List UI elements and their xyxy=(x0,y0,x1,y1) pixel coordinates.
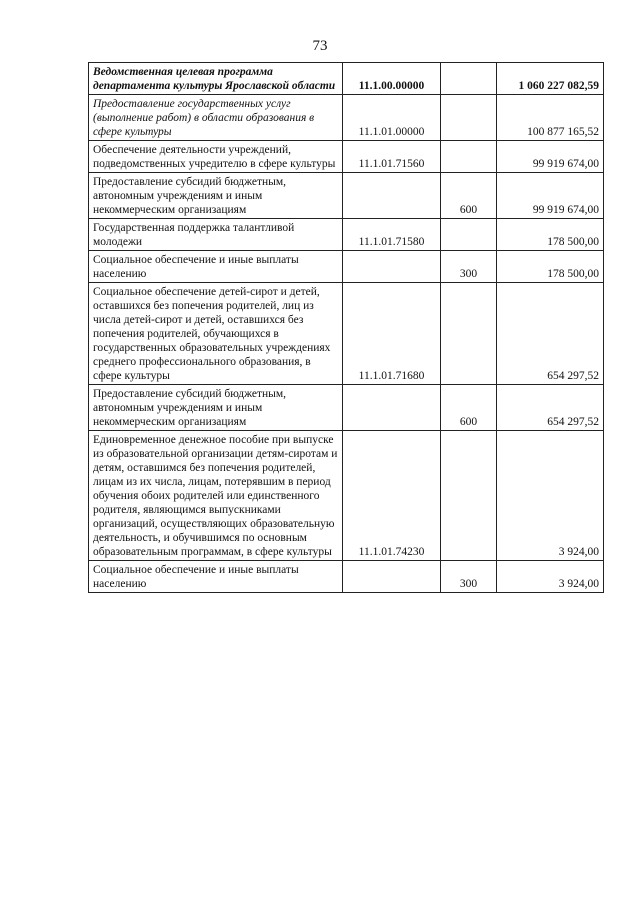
row-name-cell: Государственная поддержка талантливой молодежи xyxy=(89,219,343,251)
row-type-cell: 300 xyxy=(441,251,497,283)
row-amount-cell: 99 919 674,00 xyxy=(497,141,604,173)
budget-table-body xyxy=(89,63,604,593)
table-row xyxy=(89,251,604,283)
row-amount-cell: 99 919 674,00 xyxy=(497,173,604,219)
row-code-cell: 11.1.01.00000 xyxy=(343,95,441,141)
row-name-cell: Социальное обеспечение детей-сирот и детей, оставшихся без попечения родителей, лиц из числа детей-сирот и детей, оставшихся без попечения родителей, обучающихся в государственных образовательных учреждениях среднего профессионального образования, в сфере культуры xyxy=(89,283,343,385)
table-row xyxy=(89,173,604,219)
row-code-cell: 11.1.01.71560 xyxy=(343,141,441,173)
row-name-cell: Социальное обеспечение и иные выплаты населению xyxy=(89,251,343,283)
row-code-cell: 11.1.01.71680 xyxy=(343,283,441,385)
row-amount-cell: 654 297,52 xyxy=(497,385,604,431)
row-amount-cell: 1 060 227 082,59 xyxy=(497,63,604,95)
row-amount-cell: 3 924,00 xyxy=(497,431,604,561)
row-type-cell xyxy=(441,283,497,385)
row-name-cell: Единовременное денежное пособие при выпуске из образовательной организации детям-сиротам и детям, оставшимся без попечения родителей, лицам из их числа, лицам, потерявшим в период обучения обоих родителей или единственного родителя, являющимся выпускниками организаций, осуществляющих образовательную деятельность, и обучившимся по основным образовательным программам, в сфере культуры xyxy=(89,431,343,561)
row-type-cell: 600 xyxy=(441,173,497,219)
row-amount-cell: 178 500,00 xyxy=(497,251,604,283)
row-name-cell: Предоставление государственных услуг (выполнение работ) в области образования в сфере культуры xyxy=(89,95,343,141)
row-amount-cell: 178 500,00 xyxy=(497,219,604,251)
table-row xyxy=(89,63,604,95)
budget-table xyxy=(88,62,604,593)
row-amount-cell: 654 297,52 xyxy=(497,283,604,385)
table-row xyxy=(89,95,604,141)
table-row xyxy=(89,141,604,173)
row-code-cell xyxy=(343,173,441,219)
table-row xyxy=(89,385,604,431)
table-row xyxy=(89,431,604,561)
row-name-cell: Социальное обеспечение и иные выплаты населению xyxy=(89,561,343,593)
row-type-cell xyxy=(441,95,497,141)
row-type-cell: 300 xyxy=(441,561,497,593)
page-number: 73 xyxy=(312,38,328,54)
row-code-cell: 11.1.00.00000 xyxy=(343,63,441,95)
row-amount-cell: 3 924,00 xyxy=(497,561,604,593)
row-code-cell xyxy=(343,561,441,593)
row-name-cell: Обеспечение деятельности учреждений, подведомственных учредителю в сфере культуры xyxy=(89,141,343,173)
row-code-cell: 11.1.01.74230 xyxy=(343,431,441,561)
row-amount-cell: 100 877 165,52 xyxy=(497,95,604,141)
row-name-cell: Предоставление субсидий бюджетным, автономным учреждениям и иным некоммерческим организациям xyxy=(89,385,343,431)
row-type-cell xyxy=(441,63,497,95)
row-code-cell xyxy=(343,251,441,283)
table-row xyxy=(89,219,604,251)
row-code-cell: 11.1.01.71580 xyxy=(343,219,441,251)
row-type-cell xyxy=(441,219,497,251)
table-row xyxy=(89,561,604,593)
row-name-cell: Ведомственная целевая программа департамента культуры Ярославской области xyxy=(89,63,343,95)
table-row xyxy=(89,283,604,385)
row-name-cell: Предоставление субсидий бюджетным, автономным учреждениям и иным некоммерческим организациям xyxy=(89,173,343,219)
row-type-cell xyxy=(441,141,497,173)
row-type-cell: 600 xyxy=(441,385,497,431)
row-type-cell xyxy=(441,431,497,561)
row-code-cell xyxy=(343,385,441,431)
